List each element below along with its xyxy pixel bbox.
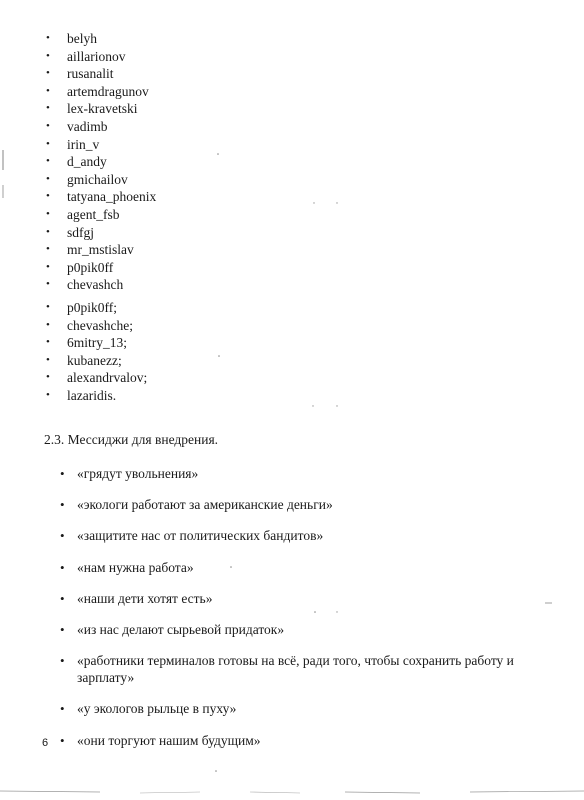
page-number: 6 [42,737,49,749]
message-text: «у экологов рыльце в пуху» [77,701,237,717]
bullet: • [46,300,50,313]
username: belyh [67,31,97,46]
username: d_andy [67,154,107,170]
username: kubanezz; [67,352,122,368]
username: lazaridis. [67,387,117,403]
bullet: • [46,172,50,185]
bullet: • [46,67,50,80]
message-text: «нам нужна работа» [77,559,194,575]
username: chevashche; [67,317,133,333]
username: aillarionov [67,48,126,64]
bullet: • [46,278,50,291]
bullet: • [46,137,50,150]
username: p0pik0ff [67,259,114,275]
username: irin_v [67,136,100,152]
message-text: «они торгуют нашим будущим» [77,732,261,748]
username: p0pik0ff; [67,299,117,315]
username: vadimb [67,118,108,134]
bullet: • [46,318,50,331]
bullet: • [60,653,65,669]
bullet: • [60,732,65,748]
bullet: • [46,225,50,238]
bullet: • [60,497,65,513]
bullet: • [46,84,50,97]
username: mr_mstislav [67,242,134,258]
bullet: • [46,32,50,44]
bullet: • [46,243,50,256]
bullet: • [60,621,65,637]
bullet: • [46,155,50,168]
username: lex-kravetski [67,101,138,117]
bullet: • [46,207,50,220]
username: chevashch [67,277,124,293]
message-text: «экологи работают за американские деньги» [77,497,333,513]
message-text: «работники терминалов готовы на всё, ради того, чтобы сохранить работу и зарплату» [77,653,514,686]
bullet: • [60,466,65,481]
username: 6mitry_13; [67,335,127,351]
bullet: • [46,119,50,132]
username: tatyana_phoenix [67,189,157,205]
message-text: «наши дети хотят есть» [77,590,213,606]
username: sdfgj [67,224,94,240]
bullet: • [46,102,50,115]
bullet: • [46,353,50,366]
username: gmichailov [67,171,128,187]
message-text: «защитите нас от политических бандитов» [77,528,324,544]
username: agent_fsb [67,206,120,222]
bullet: • [46,49,50,62]
message-text: «грядут увольнения» [77,466,199,481]
bullet: • [46,388,50,401]
bullet: • [46,260,50,273]
username: artemdragunov [67,83,149,99]
bullet: • [60,590,65,606]
bullet: • [60,559,65,575]
username: alexandrvalov; [67,370,148,386]
bullet: • [60,528,65,544]
bullet: • [60,701,65,717]
bullet: • [46,190,50,203]
bullet: • [46,371,50,384]
message-text: «из нас делают сырьевой придаток» [77,621,285,637]
username: rusanalit [67,66,114,82]
bullet: • [46,336,50,349]
section-heading: 2.3. Мессиджи для внедрения. [44,432,219,447]
